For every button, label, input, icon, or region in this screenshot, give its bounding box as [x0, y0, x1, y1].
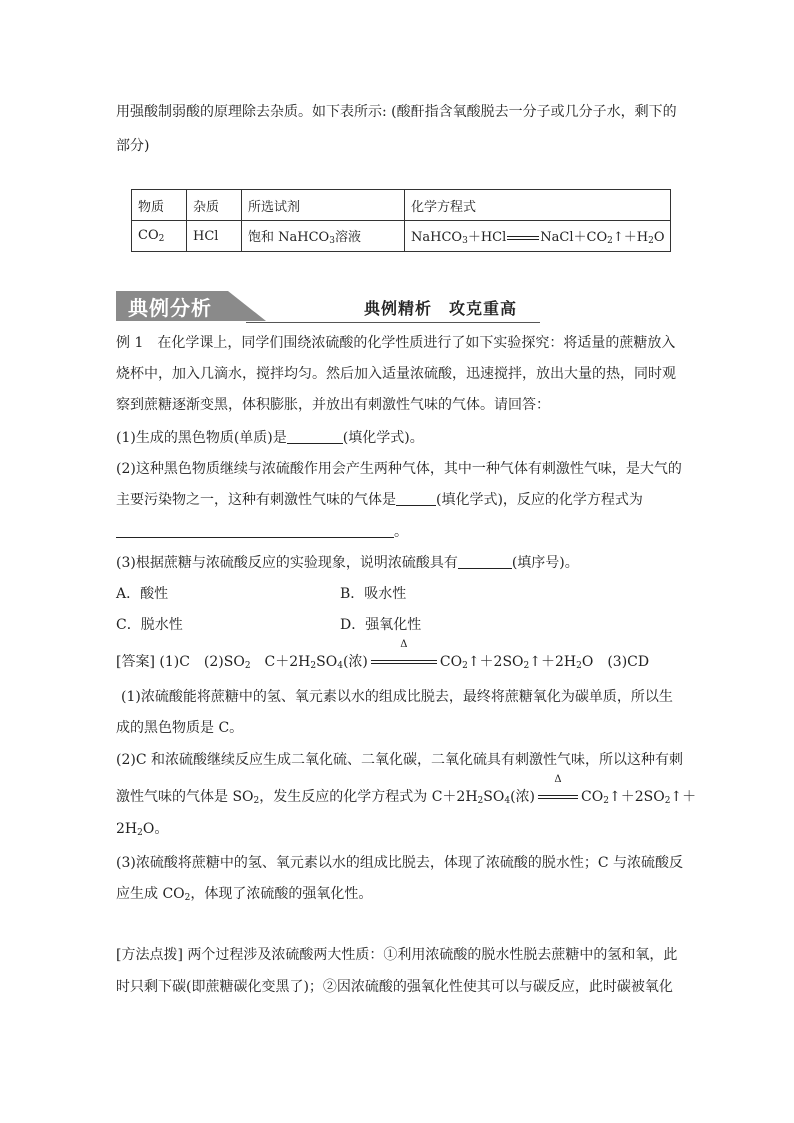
table-header-cell: 杂质 [187, 190, 242, 221]
table-header-cell: 化学方程式 [405, 190, 671, 221]
question-2-line-2: 主要污染物之一，这种有刺激性气味的气体是 (填化学式)，反应的化学方程式为 [116, 492, 643, 508]
answer-line: [答案] (1)C $(2)SO_2$ $C+2H_2SO_4$(浓) Δ $CO_2↑+2SO_2↑+2H_2O$ (3)CD [116, 639, 650, 671]
answer-blank [396, 491, 436, 506]
table-cell-equation: NaHCO$_3$＋HCl $NaCl+CO_2↑+H_2O$ [405, 221, 671, 252]
question-3: (3)根据蔗糖与浓硫酸反应的实验现象，说明浓硫酸具有 (填序号)。 [116, 555, 579, 571]
table-header-cell: 所选试剂 [242, 190, 405, 221]
intro-line-1: 用强酸制弱酸的原理除去杂质。如下表所示: (酸酐指含氧酸脱去一分子或几分子水，剩下的 [116, 104, 677, 120]
option-b: B．吸水性 [340, 586, 407, 602]
table-header-cell: 物质 [132, 190, 187, 221]
explanation-1-line-2: 成的黑色物质是 C。 [116, 720, 244, 736]
reaction-heat-arrow: Δ [538, 787, 578, 807]
explanation-2-line-2: 激性气味的气体是 $SO_2$，发生反应的化学方程式为 $C+2H_2SO_4$(浓) Δ $CO_2↑+2SO_2↑+$ [116, 774, 697, 806]
table-row [132, 221, 671, 252]
table-cell-impurity: HCl [187, 221, 242, 252]
question-2-line-3: 。 [116, 522, 408, 542]
option-a: A．酸性 [116, 586, 169, 602]
answer-blank [116, 523, 394, 538]
table-cell-substance: $CO_2$ [132, 221, 187, 252]
example-line-3: 察到蔗糖逐渐变黑，体积膨胀，并放出有刺激性气味的气体。请回答： [116, 397, 550, 413]
question-2-line-1: (2)这种黑色物质继续与浓硫酸作用会产生两种气体，其中一种气体有刺激性气味，是大气的 [116, 461, 682, 477]
table-header-row [132, 190, 671, 221]
banner-title: 典例分析 [128, 296, 212, 320]
method-tip-line-2: 时只剩下碳(即蔗糖碳化变黑了)；②因浓硫酸的强氧化性使其可以与碳反应，此时碳被氧化 [116, 979, 673, 995]
example-line-2: 烧杯中，加入几滴水，搅拌均匀。然后加入适量浓硫酸，迅速搅拌，放出大量的热，同时观 [116, 366, 676, 382]
answer-blank [287, 429, 343, 444]
table-cell-reagent: 饱和 NaHCO$_3$溶液 [242, 221, 405, 252]
banner-subtitle: 典例精析 攻克重高 [364, 299, 518, 318]
explanation-2-line-3: $2H_2O$。 [116, 821, 169, 838]
explanation-2-line-1: (2)C 和浓硫酸继续反应生成二氧化硫、二氧化碳，二氧化硫具有刺激性气味，所以这种有刺 [116, 752, 683, 768]
explanation-3-line-2: 应生成 $CO_2$，体现了浓硫酸的强氧化性。 [116, 886, 373, 903]
section-banner [116, 289, 540, 325]
reaction-heat-arrow: Δ [371, 652, 437, 672]
question-1: (1)生成的黑色物质(单质)是 (填化学式)。 [116, 430, 424, 446]
method-tip-line-1: [方法点拨] 两个过程涉及浓硫酸两大性质：①利用浓硫酸的脱水性脱去蔗糖中的氢和氧，此 [116, 947, 678, 963]
option-d: D．强氧化性 [340, 617, 422, 633]
option-c: C．脱水性 [116, 617, 183, 633]
explanation-3-line-1: (3)浓硫酸将蔗糖中的氢、氧元素以水的组成比脱去，体现了浓硫酸的脱水性；C 与浓硫酸反 [116, 855, 683, 871]
equals-sign [507, 236, 539, 240]
banner-divider [246, 322, 540, 323]
answer-blank [458, 554, 512, 569]
example-line-1: 例 1 在化学课上，同学们围绕浓硫酸的化学性质进行了如下实验探究：将适量的蔗糖放入 [116, 335, 676, 351]
impurity-table [131, 189, 671, 252]
explanation-1-line-1: (1)浓硫酸能将蔗糖中的氢、氧元素以水的组成比脱去，最终将蔗糖氧化为碳单质，所以生 [121, 689, 673, 705]
intro-line-2: 部分) [116, 138, 150, 154]
